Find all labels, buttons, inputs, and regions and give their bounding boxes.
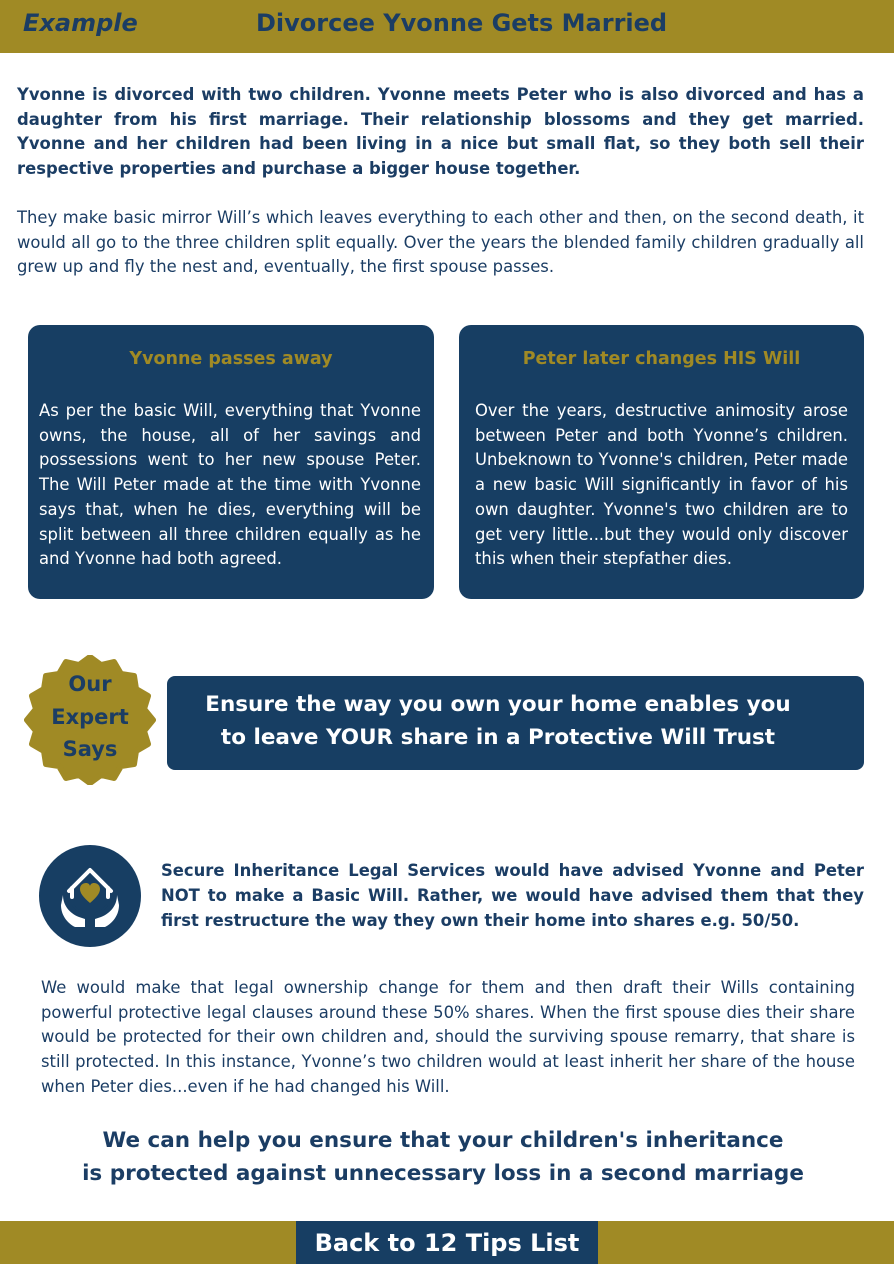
- header-bar: [0, 0, 894, 53]
- page-title: Divorcee Yvonne Gets Married: [256, 9, 668, 37]
- closing-line: We can help you ensure that your children's inheritance: [102, 1128, 784, 1153]
- badge-line: Expert: [51, 704, 129, 729]
- intro-paragraph: Yvonne is divorced with two children. Yvonne meets Peter who is also divorced and has a daughter from his first marriage. Their relationship blossoms and they get married. Yvonne and her children had been living in a nice but small flat, so they both sell their respective properties and purchase a bigger house together.: [17, 85, 864, 179]
- scenario-paragraph: They make basic mirror Will’s which leaves everything to each other and then, on the second death, it would all go to the three children split equally. Over the years the blended family children gradually all grew up and fly the nest and, eventually, the first spouse passes.: [17, 208, 864, 277]
- closing-statement: [0, 1125, 886, 1190]
- card-title: Peter later changes HIS Will: [522, 349, 801, 369]
- expert-banner: [167, 676, 864, 770]
- card-yvonne-passes: [28, 325, 434, 599]
- house-heart-hands-icon: [39, 845, 141, 947]
- header-tag: Example: [23, 9, 138, 37]
- card-text: As per the basic Will, everything that Yvonne owns, the house, all of her savings and possessions went to her new spouse Peter. The Will Peter made at the time with Yvonne says that, when he dies, everything will be split between all three children equally as he and Yvonne had both agreed.: [39, 401, 421, 569]
- badge-line: Says: [62, 737, 118, 761]
- banner-line: to leave YOUR share in a Protective Will Trust: [220, 725, 776, 750]
- expert-badge-label: [24, 668, 156, 766]
- card-title: Yvonne passes away: [129, 349, 333, 369]
- closing-line: is protected against unnecessary loss in a second marriage: [82, 1160, 804, 1186]
- card-text: Over the years, destructive animosity arose between Peter and both Yvonne’s children. Unbeknown to Yvonne's children, Peter made a new basic Will significantly in favor of his own daughter. Yvonne's two children are to get very little...but they would only discover this when their stepfather dies.: [475, 401, 848, 569]
- banner-text: [167, 688, 829, 754]
- back-to-tips-button[interactable]: Back to 12 Tips List: [296, 1221, 598, 1264]
- card-peter-changes-will: [459, 325, 864, 599]
- banner-line: Ensure the way you own your home enables you: [205, 692, 791, 717]
- solution-paragraph: We would make that legal ownership change for them and then draft their Wills containing powerful protective legal clauses around these 50% shares. When the first spouse dies their share would be protected for their own children and, should the surviving spouse remarry, that share is still protected. In this instance, Yvonne’s two children would at least inherit her share of the house when Peter dies...even if he had changed his Will.: [41, 978, 855, 1096]
- advice-paragraph: Secure Inheritance Legal Services would have advised Yvonne and Peter NOT to make a Basic Will. Rather, we would have advised them that they first restructure the way they own their home into shares e.g. 50/50.: [161, 861, 864, 930]
- badge-line: Our: [68, 672, 112, 696]
